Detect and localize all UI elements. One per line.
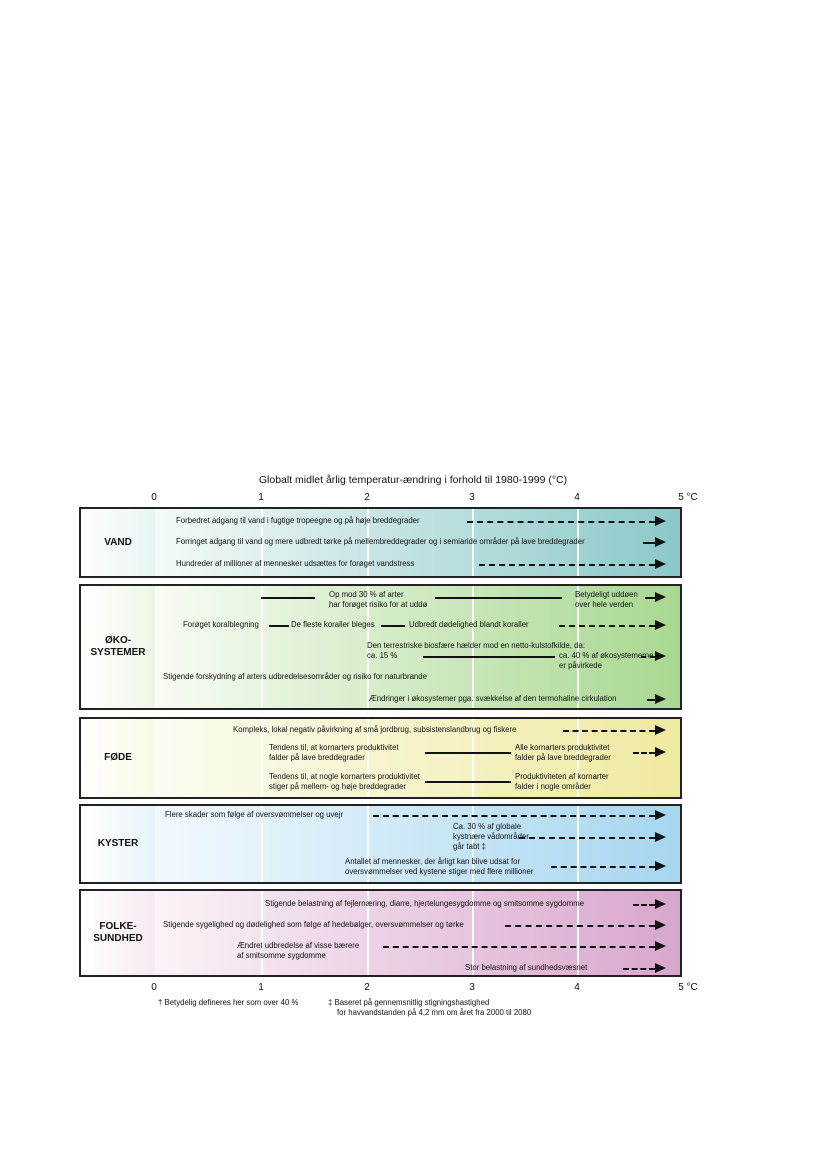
solid-line: [269, 625, 289, 627]
impact-text: Ca. 30 % af globale: [453, 822, 522, 831]
impact-text: Produktiviteten af kornarter: [515, 772, 609, 781]
plot-vand: [155, 509, 680, 576]
dashed-line: [563, 730, 655, 732]
impact-text: Antallet af mennesker, der årligt kan blive udsat for: [345, 857, 521, 866]
impact-text: Forøget koralblegning: [183, 620, 259, 629]
impact-text: Forringet adgang til vand og mere udbredt tørke på mellembreddegrader og i semiaride områder på lave breddegrader: [176, 537, 585, 546]
arrow-head: [655, 516, 666, 526]
dashed-line: [633, 904, 655, 906]
axis-tick-bottom: 4: [574, 982, 580, 993]
impact-text: Stor belastning af sundhedsvæsnet: [465, 963, 588, 972]
dashed-line: [559, 625, 655, 627]
dashed-line: [479, 564, 655, 566]
chart-title: Globalt midlet årlig temperatur-ændring i forhold til 1980-1999 (°C): [258, 474, 568, 486]
dashed-line: [467, 521, 655, 523]
arrow-head: [655, 963, 666, 973]
impact-text: af smitsomme sygdomme: [237, 951, 326, 960]
arrow-head: [655, 861, 666, 871]
axis-tick-bottom: 1: [258, 982, 264, 993]
impact-text: De fleste koraller bleges: [291, 620, 375, 629]
impact-text: Stigende forskydning af arters udbredelsesområder og risiko for naturbrande: [163, 672, 427, 681]
section-kyster: [79, 804, 682, 884]
arrow-head: [655, 899, 666, 909]
section-label-okosystemer: ØKO- SYSTEMER: [81, 586, 156, 708]
axis-tick-bottom: 2: [364, 982, 370, 993]
section-fode: [79, 717, 682, 799]
dashed-line: [519, 837, 655, 839]
axis-tick-top: 2: [364, 492, 370, 503]
plot-folkesundhed: [155, 891, 680, 975]
plot-okosystemer: [155, 586, 680, 708]
impact-text: ca. 40 % af økosystemerne: [559, 651, 654, 660]
footnote-sea-level: ‡ Baseret på gennemsnitlig stigningshastighed: [328, 998, 490, 1007]
grid-line: [261, 891, 263, 975]
impact-text: stiger på mellem- og høje breddegrader: [269, 782, 406, 791]
section-folkesundhed: [79, 889, 682, 977]
solid-line: [423, 656, 555, 658]
dashed-line: [373, 815, 655, 817]
impact-text: har forøget risiko for at uddø: [329, 600, 428, 609]
solid-line: [425, 752, 511, 754]
dashed-line: [383, 946, 655, 948]
axis-tick-top: 5 °C: [678, 492, 698, 503]
impact-text: Kompleks, lokal negativ påvirkning af små jordbrug, subsistenslandbrug og fiskere: [233, 725, 517, 734]
dashed-line: [647, 699, 655, 701]
dashed-line: [643, 542, 655, 544]
impact-text: kystnære vådområder: [453, 832, 529, 841]
section-okosystemer: [79, 584, 682, 710]
axis-tick-bottom: 0: [151, 982, 157, 993]
arrow-head: [655, 694, 666, 704]
arrow-head: [655, 920, 666, 930]
impact-text: Stigende belastning af fejlernæring, diarre, hjertelungesygdomme og smitsomme sygdomme: [265, 899, 584, 908]
arrow-head: [655, 941, 666, 951]
arrow-head: [655, 559, 666, 569]
dashed-line: [551, 866, 655, 868]
impact-text: går tabt ‡: [453, 842, 486, 851]
section-label-kyster: KYSTER: [81, 806, 156, 882]
axis-tick-top: 3: [469, 492, 475, 503]
impact-text: Hundreder af millioner af mennesker udsættes for forøget vandstress: [176, 559, 415, 568]
dashed-line: [505, 925, 655, 927]
dashed-line: [641, 656, 655, 658]
arrow-head: [655, 810, 666, 820]
impact-text: Den terrestriske biosfære hælder mod en netto-kulstofkilde, da:: [367, 641, 585, 650]
axis-tick-bottom: 5 °C: [678, 982, 698, 993]
impact-text: oversvømmelser ved kystene stiger med flere millioner: [345, 867, 534, 876]
impact-text: Ændringer i økosystemer pga. svækkelse af den termohaline cirkulation: [369, 694, 617, 703]
axis-tick-top: 1: [258, 492, 264, 503]
impact-text: Betydeligt uddøen: [575, 590, 638, 599]
arrow-head: [655, 620, 666, 630]
impact-text: falder på lave breddegrader: [515, 753, 611, 762]
axis-tick-top: 0: [151, 492, 157, 503]
arrow-head: [655, 537, 666, 547]
impact-text: Op mod 30 % af arter: [329, 590, 404, 599]
dashed-line: [623, 968, 655, 970]
impact-text: Ændret udbredelse af visse bærere: [237, 941, 360, 950]
impact-text: Forbedret adgang til vand i fugtige tropeegne og på høje breddegrader: [176, 516, 420, 525]
arrow-head: [655, 651, 666, 661]
grid-line: [577, 806, 579, 882]
impact-text: falder på lave breddegrader: [269, 753, 365, 762]
footnote-sea-level-2: for havvandstanden på 4,2 mm om året fra 2000 til 2080: [337, 1008, 532, 1017]
grid-line: [261, 586, 263, 708]
arrow-head: [655, 592, 666, 602]
axis-tick-bottom: 3: [469, 982, 475, 993]
section-label-folkesundhed: FOLKE- SUNDHED: [81, 891, 156, 975]
arrow-head: [655, 832, 666, 842]
arrow-head: [655, 747, 666, 757]
footnote-significant: † Betydelig defineres her som over 40 %: [158, 998, 299, 1007]
solid-line: [435, 597, 562, 599]
section-label-fode: FØDE: [81, 719, 156, 797]
plot-fode: [155, 719, 680, 797]
axis-tick-top: 4: [574, 492, 580, 503]
plot-kyster: [155, 806, 680, 882]
solid-line: [381, 625, 405, 627]
impact-text: Alle kornarters produktivitet: [515, 743, 610, 752]
impact-text: Tendens til, at nogle kornarters produktivitet: [269, 772, 420, 781]
section-vand: [79, 507, 682, 578]
dashed-line: [633, 752, 655, 754]
solid-line: [261, 597, 315, 599]
impact-text: over hele verden: [575, 600, 634, 609]
section-label-vand: VAND: [81, 509, 156, 576]
impact-text: Tendens til, at kornarters produktivitet: [269, 743, 399, 752]
impact-text: ca. 15 %: [367, 651, 398, 660]
impact-text: Flere skader som følge af oversvømmelser og uvejr: [165, 810, 344, 819]
impact-text: er påvirkede: [559, 661, 602, 670]
arrow-head: [655, 725, 666, 735]
impact-text: falder i nogle områder: [515, 782, 591, 791]
dashed-line: [645, 597, 655, 599]
solid-line: [425, 781, 511, 783]
impact-text: Stigende sygelighed og dødelighed som følge af hedebølger, oversvømmelser og tørke: [163, 920, 464, 929]
impact-text: Udbredt dødelighed blandt koraller: [409, 620, 529, 629]
